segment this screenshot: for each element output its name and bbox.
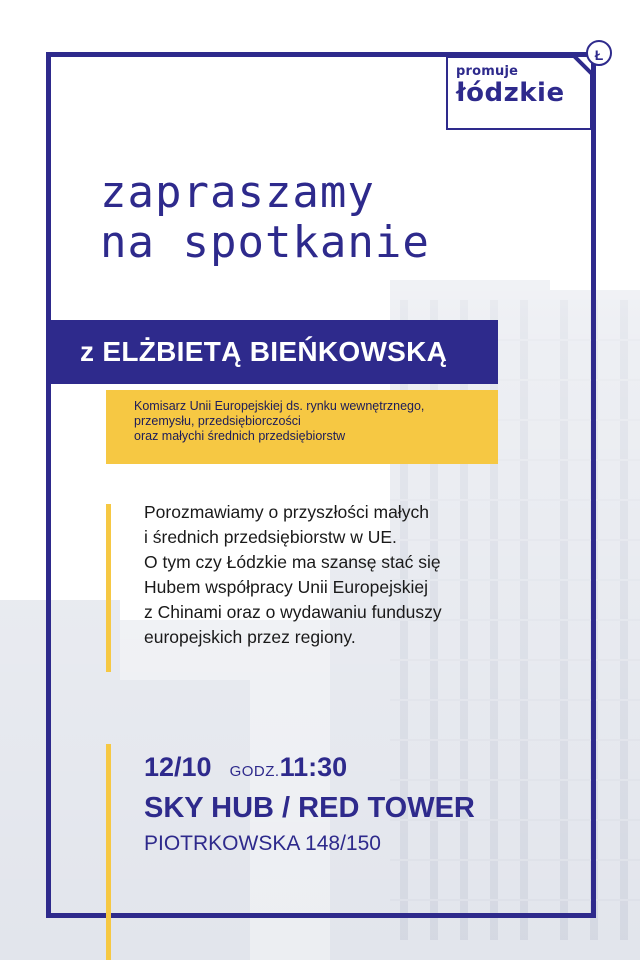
accent-bar-event [106,744,111,960]
description-line: O tym czy Łódzkie ma szansę stać się [144,552,441,572]
event-address: PIOTRKOWSKA 148/150 [144,832,381,855]
role-line: oraz małychi średnich przedsiębiorstw [134,429,346,443]
logo-badge-icon: Ł [586,40,612,66]
description-line: z Chinami oraz o wydawaniu funduszy [144,602,442,622]
headline [100,168,430,268]
promuje-lodzkie-logo [446,56,596,130]
speaker-role-box [106,390,498,464]
event-description [144,500,442,650]
headline-line-2: na spotkanie [100,217,430,268]
logo-small-text: promuje [456,64,519,79]
description-line: i średnich przedsiębiorstw w UE. [144,527,397,547]
event-venue: SKY HUB / RED TOWER [144,792,475,824]
role-line: Komisarz Unii Europejskiej ds. rynku wewnętrznego, [134,399,425,413]
logo-big-text: łódzkie [456,78,565,108]
headline-line-1: zapraszamy [100,167,375,218]
speaker-name-banner: z ELŻBIETĄ BIEŃKOWSKĄ [46,320,498,384]
time-label: GODZ. [229,763,280,780]
role-line: przemysłu, przedsiębiorczości [134,414,301,428]
event-date: 12/10 [144,752,212,782]
accent-bar-description [106,504,111,672]
description-line: Hubem współpracy Unii Europejskiej [144,577,429,597]
event-time: 11:30 [279,752,348,782]
description-line: europejskich przez regiony. [144,627,356,647]
event-date-time [144,752,347,783]
description-line: Porozmawiamy o przyszłości małych [144,502,429,522]
